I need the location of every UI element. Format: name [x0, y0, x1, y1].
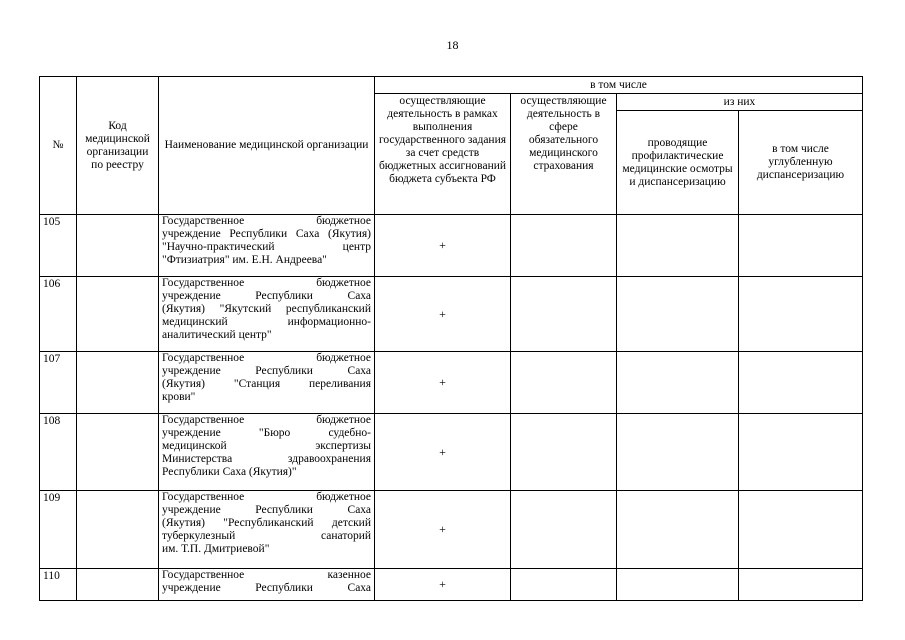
row-oms-mark	[511, 352, 617, 414]
name-line: "Фтизиатрия" им. Е.Н. Андреева"	[162, 254, 327, 266]
row-code	[77, 352, 159, 414]
row-number: 105	[40, 215, 77, 277]
row-oms-mark	[511, 414, 617, 491]
row-budget-mark: +	[375, 569, 511, 601]
row-organization-name	[159, 215, 375, 277]
row-deep-mark	[739, 491, 863, 569]
header-exams: проводящие профилактические медицинские осмотры и диспансеризацию	[617, 111, 739, 215]
table-row	[40, 491, 863, 569]
name-line: учреждение Республики Саха (Якутия)	[162, 228, 371, 240]
row-exams-mark	[617, 215, 739, 277]
name-line: Государственное бюджетное	[162, 414, 371, 426]
row-exams-mark	[617, 414, 739, 491]
table-row	[40, 569, 863, 601]
name-line: туберкулезный санаторий	[162, 530, 371, 542]
row-exams-mark	[617, 277, 739, 352]
name-line: Государственное бюджетное	[162, 215, 371, 227]
row-organization-name	[159, 491, 375, 569]
row-code	[77, 215, 159, 277]
name-line: Государственное бюджетное	[162, 352, 371, 364]
row-deep-mark	[739, 215, 863, 277]
row-deep-mark	[739, 414, 863, 491]
header-deep: в том числе углубленную диспансеризацию	[739, 111, 863, 215]
header-oms: осуществляющие деятельность в сфере обязательного медицинского страхования	[511, 94, 617, 215]
name-line: (Якутия) "Станция переливания	[162, 378, 371, 390]
name-line: Министерства здравоохранения	[162, 453, 371, 465]
row-budget-mark: +	[375, 491, 511, 569]
row-budget-mark: +	[375, 414, 511, 491]
name-line: учреждение Республики Саха	[162, 504, 371, 516]
row-organization-name	[159, 414, 375, 491]
name-line: учреждение Республики Саха	[162, 582, 371, 594]
table-row	[40, 414, 863, 491]
row-code	[77, 414, 159, 491]
page-number: 18	[446, 38, 459, 52]
row-code	[77, 277, 159, 352]
row-exams-mark	[617, 352, 739, 414]
table-body	[40, 215, 863, 601]
name-line: Государственное бюджетное	[162, 277, 371, 289]
row-oms-mark	[511, 277, 617, 352]
row-oms-mark	[511, 215, 617, 277]
row-code	[77, 491, 159, 569]
row-number: 108	[40, 414, 77, 491]
header-code: Код медицинской организации по реестру	[77, 77, 159, 215]
header-num: №	[40, 77, 77, 215]
row-organization-name	[159, 352, 375, 414]
row-deep-mark	[739, 569, 863, 601]
name-line: крови"	[162, 391, 196, 403]
row-oms-mark	[511, 491, 617, 569]
name-line: учреждение "Бюро судебно-	[162, 427, 371, 439]
name-line: Государственное казенное	[162, 569, 371, 581]
name-line: аналитический центр"	[162, 329, 272, 341]
row-budget-mark: +	[375, 352, 511, 414]
header-including: в том числе	[375, 77, 863, 94]
name-line: учреждение Республики Саха	[162, 290, 371, 302]
name-line: (Якутия) "Якутский республиканский	[162, 303, 371, 315]
row-number: 106	[40, 277, 77, 352]
name-line: медицинский информационно-	[162, 316, 371, 328]
name-line: Государственное бюджетное	[162, 491, 371, 503]
row-number: 109	[40, 491, 77, 569]
row-number: 107	[40, 352, 77, 414]
table-row	[40, 215, 863, 277]
row-organization-name	[159, 277, 375, 352]
table-row	[40, 277, 863, 352]
row-budget-mark: +	[375, 277, 511, 352]
name-line: (Якутия) "Республиканский детский	[162, 517, 371, 529]
organizations-table	[39, 76, 863, 601]
row-deep-mark	[739, 352, 863, 414]
row-oms-mark	[511, 569, 617, 601]
row-deep-mark	[739, 277, 863, 352]
row-budget-mark: +	[375, 215, 511, 277]
row-organization-name	[159, 569, 375, 601]
header-name: Наименование медицинской организации	[159, 77, 375, 215]
name-line: учреждение Республики Саха	[162, 365, 371, 377]
row-exams-mark	[617, 569, 739, 601]
row-code	[77, 569, 159, 601]
name-line: Республики Саха (Якутия)"	[162, 466, 297, 478]
table-row	[40, 352, 863, 414]
name-line: им. Т.П. Дмитриевой"	[162, 543, 270, 555]
name-line: медицинской экспертизы	[162, 440, 371, 452]
row-number: 110	[40, 569, 77, 601]
header-budget: осуществляющие деятельность в рамках выполнения государственного задания за счет средств бюджетных ассигнований бюджета субъекта РФ	[375, 94, 511, 215]
header-of-them: из них	[617, 94, 863, 111]
name-line: "Научно-практический центр	[162, 241, 371, 253]
row-exams-mark	[617, 491, 739, 569]
